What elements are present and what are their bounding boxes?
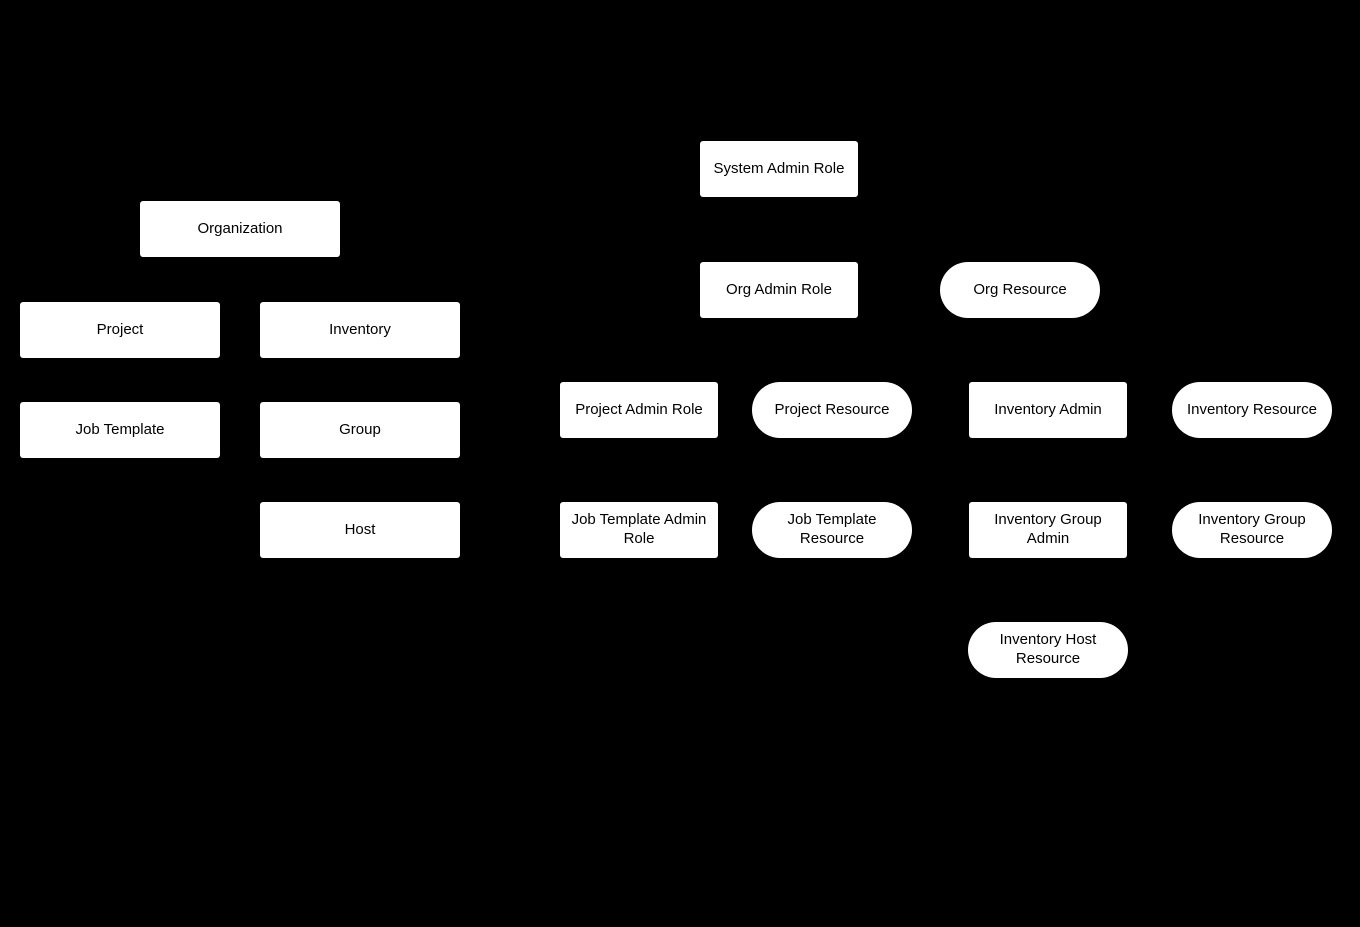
node-inventory-group-admin[interactable]: Inventory Group Admin	[969, 502, 1127, 558]
node-org-admin-role[interactable]: Org Admin Role	[700, 262, 858, 318]
node-organization[interactable]: Organization	[140, 201, 340, 257]
node-inventory-host-resource[interactable]: Inventory Host Resource	[968, 622, 1128, 678]
node-system-admin-role[interactable]: System Admin Role	[700, 141, 858, 197]
node-org-resource[interactable]: Org Resource	[940, 262, 1100, 318]
node-project[interactable]: Project	[20, 302, 220, 358]
node-host[interactable]: Host	[260, 502, 460, 558]
node-job-template[interactable]: Job Template	[20, 402, 220, 458]
node-project-admin-role[interactable]: Project Admin Role	[560, 382, 718, 438]
node-group[interactable]: Group	[260, 402, 460, 458]
node-inventory-resource[interactable]: Inventory Resource	[1172, 382, 1332, 438]
node-inventory[interactable]: Inventory	[260, 302, 460, 358]
node-job-template-resource[interactable]: Job Template Resource	[752, 502, 912, 558]
node-job-template-admin-role[interactable]: Job Template Admin Role	[560, 502, 718, 558]
node-inventory-admin[interactable]: Inventory Admin	[969, 382, 1127, 438]
node-inventory-group-resource[interactable]: Inventory Group Resource	[1172, 502, 1332, 558]
node-project-resource[interactable]: Project Resource	[752, 382, 912, 438]
